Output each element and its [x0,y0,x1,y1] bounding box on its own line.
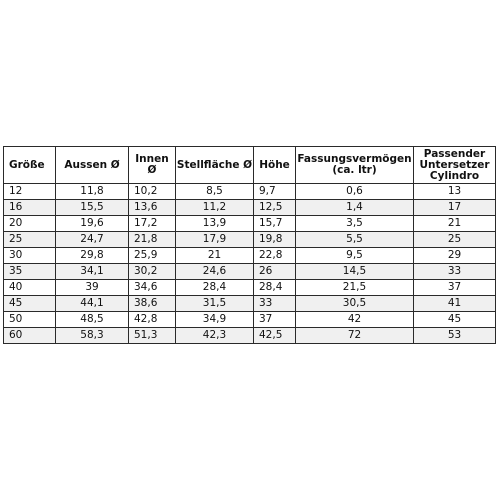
cell-height: 22,8 [254,248,296,264]
cell-capacity: 14,5 [296,264,414,280]
cell-inner-diameter: 21,8 [129,232,176,248]
cell-inner-diameter: 13,6 [129,200,176,216]
table-row [4,312,496,328]
cell-outer-diameter: 48,5 [56,312,129,328]
cell-size: 16 [4,200,56,216]
cell-outer-diameter: 29,8 [56,248,129,264]
table-header-row [4,147,496,184]
cell-capacity: 21,5 [296,280,414,296]
cell-outer-diameter: 19,6 [56,216,129,232]
cell-inner-diameter: 38,6 [129,296,176,312]
cell-capacity: 3,5 [296,216,414,232]
cell-size: 30 [4,248,56,264]
cell-outer-diameter: 34,1 [56,264,129,280]
cell-height: 15,7 [254,216,296,232]
cell-base-diameter: 11,2 [176,200,254,216]
cell-matching-saucer: 41 [414,296,496,312]
cell-base-diameter: 8,5 [176,184,254,200]
cell-height: 42,5 [254,328,296,344]
cell-height: 9,7 [254,184,296,200]
cell-capacity: 1,4 [296,200,414,216]
size-table [3,146,496,344]
cell-capacity: 30,5 [296,296,414,312]
cell-inner-diameter: 42,8 [129,312,176,328]
cell-capacity: 42 [296,312,414,328]
table-row [4,296,496,312]
cell-matching-saucer: 37 [414,280,496,296]
cell-inner-diameter: 51,3 [129,328,176,344]
cell-size: 50 [4,312,56,328]
cell-capacity: 5,5 [296,232,414,248]
cell-inner-diameter: 10,2 [129,184,176,200]
cell-inner-diameter: 17,2 [129,216,176,232]
cell-outer-diameter: 39 [56,280,129,296]
cell-matching-saucer: 29 [414,248,496,264]
cell-size: 25 [4,232,56,248]
cell-outer-diameter: 11,8 [56,184,129,200]
table-body [4,184,496,344]
cell-height: 12,5 [254,200,296,216]
cell-matching-saucer: 53 [414,328,496,344]
column-header-outer-diameter: Aussen Ø [56,147,129,184]
cell-size: 35 [4,264,56,280]
cell-size: 60 [4,328,56,344]
cell-size: 20 [4,216,56,232]
column-header-matching-saucer: Passender Untersetzer Cylindro [414,147,496,184]
column-header-capacity: Fassungsvermögen (ca. ltr) [296,147,414,184]
cell-outer-diameter: 58,3 [56,328,129,344]
cell-inner-diameter: 30,2 [129,264,176,280]
cell-size: 45 [4,296,56,312]
cell-base-diameter: 24,6 [176,264,254,280]
cell-capacity: 9,5 [296,248,414,264]
cell-matching-saucer: 45 [414,312,496,328]
cell-height: 37 [254,312,296,328]
cell-matching-saucer: 21 [414,216,496,232]
cell-inner-diameter: 25,9 [129,248,176,264]
column-header-height: Höhe [254,147,296,184]
table-row [4,184,496,200]
cell-capacity: 0,6 [296,184,414,200]
cell-outer-diameter: 15,5 [56,200,129,216]
cell-matching-saucer: 17 [414,200,496,216]
table-row [4,264,496,280]
cell-matching-saucer: 13 [414,184,496,200]
cell-inner-diameter: 34,6 [129,280,176,296]
cell-matching-saucer: 25 [414,232,496,248]
cell-size: 40 [4,280,56,296]
cell-matching-saucer: 33 [414,264,496,280]
table-row [4,216,496,232]
cell-base-diameter: 28,4 [176,280,254,296]
cell-outer-diameter: 24,7 [56,232,129,248]
table-row [4,280,496,296]
table-row [4,232,496,248]
cell-base-diameter: 42,3 [176,328,254,344]
cell-base-diameter: 17,9 [176,232,254,248]
cell-height: 26 [254,264,296,280]
column-header-inner-diameter: Innen Ø [129,147,176,184]
cell-height: 19,8 [254,232,296,248]
table-row [4,248,496,264]
cell-base-diameter: 34,9 [176,312,254,328]
cell-capacity: 72 [296,328,414,344]
cell-size: 12 [4,184,56,200]
table-row [4,200,496,216]
column-header-base-diameter: Stellfläche Ø [176,147,254,184]
cell-base-diameter: 31,5 [176,296,254,312]
cell-height: 33 [254,296,296,312]
cell-base-diameter: 21 [176,248,254,264]
cell-outer-diameter: 44,1 [56,296,129,312]
cell-height: 28,4 [254,280,296,296]
table-row [4,328,496,344]
cell-base-diameter: 13,9 [176,216,254,232]
column-header-size: Größe [4,147,56,184]
